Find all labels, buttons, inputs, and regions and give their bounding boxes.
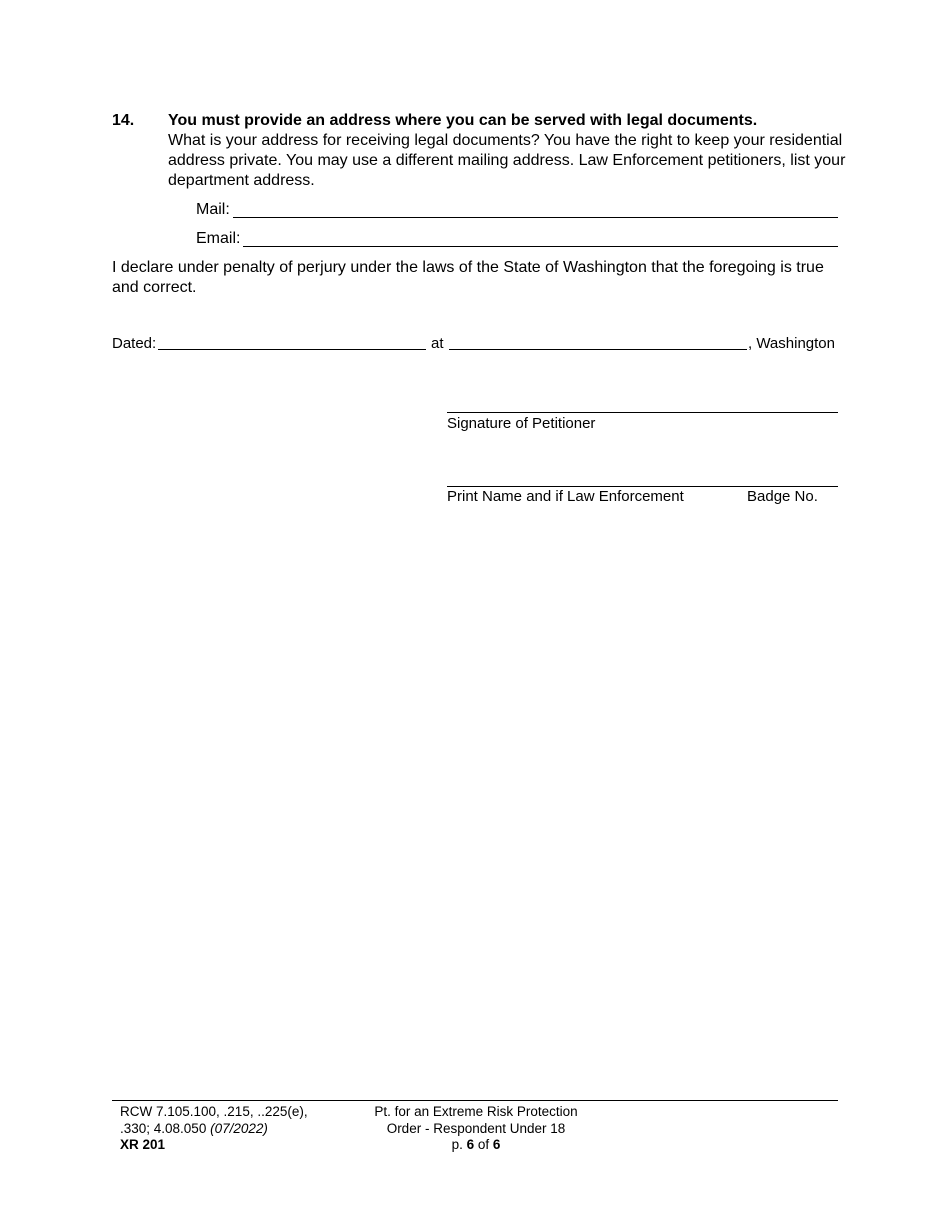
washington-label: , Washington — [748, 335, 835, 352]
statute-line-1: RCW 7.105.100, .215, ..225(e), — [120, 1104, 308, 1119]
dated-field[interactable] — [158, 349, 426, 350]
revision-date: (07/2022) — [210, 1120, 268, 1136]
statute-line-2: .330; 4.08.050 (07/2022) — [120, 1120, 268, 1136]
footer-divider — [112, 1100, 838, 1101]
page-number: p. 6 of 6 — [451, 1137, 501, 1152]
form-code: XR 201 — [120, 1137, 166, 1152]
dated-label: Dated: — [112, 335, 157, 352]
signature-field[interactable] — [447, 412, 838, 413]
email-field[interactable] — [243, 246, 838, 247]
print-name-label: Print Name and if Law Enforcement — [447, 488, 684, 505]
email-label: Email: — [196, 230, 241, 247]
at-label: at — [431, 335, 444, 352]
form-title-line-2: Order - Respondent Under 18 — [386, 1120, 566, 1136]
print-name-field[interactable] — [447, 486, 838, 487]
form-title-line-1: Pt. for an Extreme Risk Protection — [374, 1104, 578, 1119]
city-field[interactable] — [449, 349, 747, 350]
signature-label: Signature of Petitioner — [447, 415, 596, 432]
section-number: 14. — [112, 112, 135, 129]
footer-form-title — [356, 1104, 596, 1154]
badge-label: Badge No. — [747, 488, 818, 505]
mail-field[interactable] — [233, 217, 838, 218]
mail-label: Mail: — [196, 201, 230, 218]
perjury-declaration: I declare under penalty of perjury under the laws of the State of Washington that the foregoing is true and correct. — [112, 259, 824, 296]
section-instructions: What is your address for receiving legal documents? You have the right to keep your residential address private. You may use a different mailing address. Law Enforcement petitioners, list your department address. — [168, 132, 846, 189]
section-heading: You must provide an address where you can be served with legal documents. — [168, 112, 758, 129]
footer-statute — [120, 1104, 308, 1137]
